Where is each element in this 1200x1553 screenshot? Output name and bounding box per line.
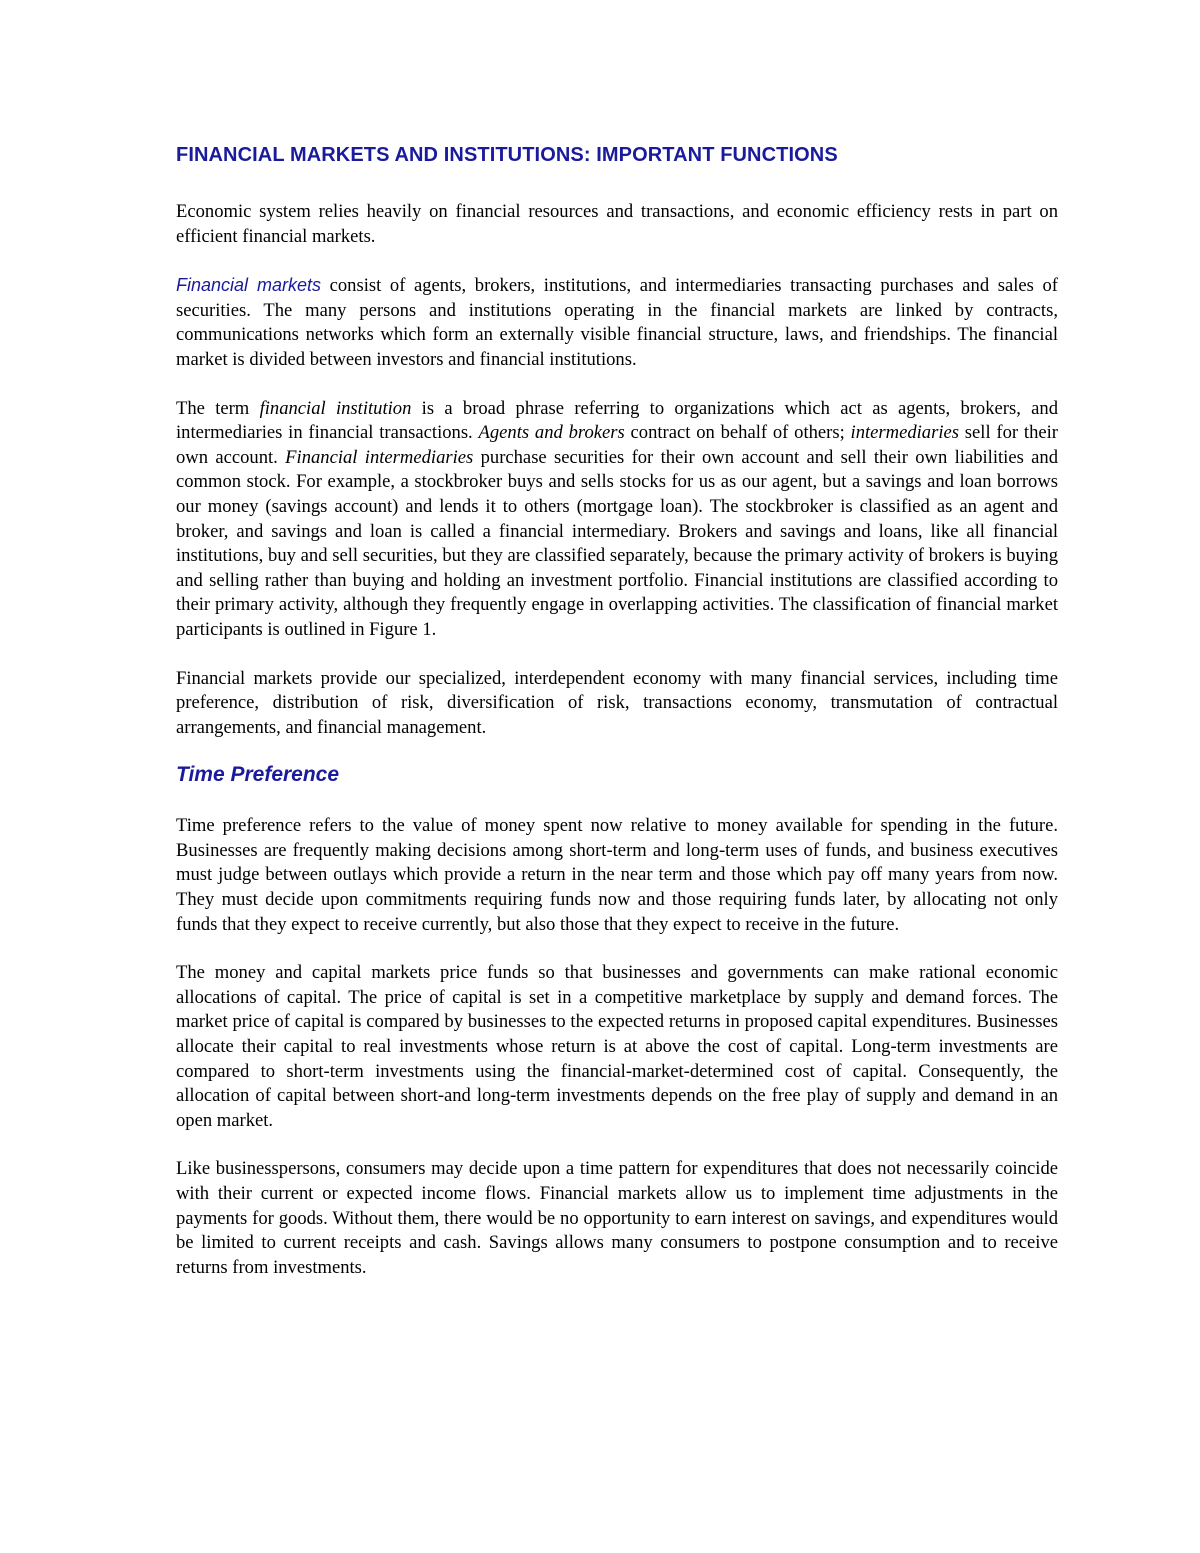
text-run: contract on behalf of others; bbox=[624, 422, 851, 444]
paragraph-time-preference: Time preference refers to the value of money spent now relative to money available for spending in the future. Businesses are frequently making decisions among short-term and long-term uses of funds, and business executives must judge between outlays which provide a return in the near term and those which pay off many years from now. They must decide upon commitments requiring funds now and those requiring funds later, by allocating not only funds that they expect to receive currently, but also those that they expect to receive in the future. bbox=[176, 815, 1058, 935]
section-heading-time-preference: Time Preference bbox=[176, 763, 340, 787]
text-run: purchase securities for their own account and sell their own liabilities and common stock. For example, a stockbroker buys and sells stocks for us as our agent, but a savings and loan borrows our money (savings account) and lends it to others (mortgage loan). The stockbroker is classified as an agent and broker, and savings and loan is called a financial intermediary. Brokers and savings and loans, like all financial institutions, buy and sell securities, but they are classified separately, because the primary activity of brokers is buying and selling rather than buying and holding an investment portfolio. Financial institutions are classified according to their primary activity, although they frequently engage in overlapping activities. The classification of financial market participants is outlined in Figure 1. bbox=[176, 446, 1058, 640]
text-run: sell for their own account. bbox=[176, 422, 1058, 468]
term-agents-and-brokers: Agents and brokers bbox=[478, 422, 625, 444]
paragraph-financial-services: Financial markets provide our specialized, interdependent economy with many financial services, including time preference, distribution of risk, diversification of risk, transactions economy, transmutation of contractual arrangements, and financial management. bbox=[176, 667, 1058, 738]
paragraph-consumers: Like businesspersons, consumers may decide upon a time pattern for expenditures that does not necessarily coincide with their current or expected income flows. Financial markets allow us to implement time adjustments in the payments for goods. Without them, there would be no opportunity to earn interest on savings, and expenditures would be limited to current receipts and cash. Savings allows many consumers to postpone consumption and to receive returns from investments. bbox=[176, 1158, 1058, 1278]
paragraph-capital-markets: The money and capital markets price funds so that businesses and governments can make rational economic allocations of capital. The price of capital is set in a competitive marketplace by supply and demand forces. The market price of capital is compared by businesses to the expected returns in proposed capital expenditures. Businesses allocate their capital to real investments whose return is at above the cost of capital. Long-term investments are compared to short-term investments using the financial-market-determined cost of capital. Consequently, the allocation of capital between short-and long-term investments depends on the free play of supply and demand in an open market. bbox=[176, 962, 1058, 1131]
paragraph-intro: Economic system relies heavily on financial resources and transactions, and economic efficiency rests in part on efficient financial markets. bbox=[176, 201, 1058, 247]
paragraph-financial-markets bbox=[176, 273, 1058, 372]
term-financial-markets: Financial markets bbox=[176, 275, 322, 296]
paragraph-financial-institution bbox=[176, 397, 1058, 643]
paragraph-text: consist of agents, brokers, institutions, and intermediaries transacting purchases and sales of securities. The many persons and institutions operating in the financial markets are linked by contracts, communications networks which form an externally visible financial structure, laws, and friendships. The financial market is divided between investors and financial institutions. bbox=[176, 275, 1058, 370]
text-run: is a broad phrase referring to organizations which act as agents, brokers, and intermediaries in financial transactions. bbox=[176, 397, 1058, 444]
document-title: FINANCIAL MARKETS AND INSTITUTIONS: IMPORTANT FUNCTIONS bbox=[176, 144, 838, 166]
term-intermediaries: intermediaries bbox=[850, 422, 959, 444]
term-financial-intermediaries: Financial intermediaries bbox=[285, 446, 474, 468]
document-page bbox=[176, 140, 1058, 1280]
text-run: The term bbox=[176, 397, 260, 419]
term-financial-institution: financial institution bbox=[259, 397, 412, 419]
